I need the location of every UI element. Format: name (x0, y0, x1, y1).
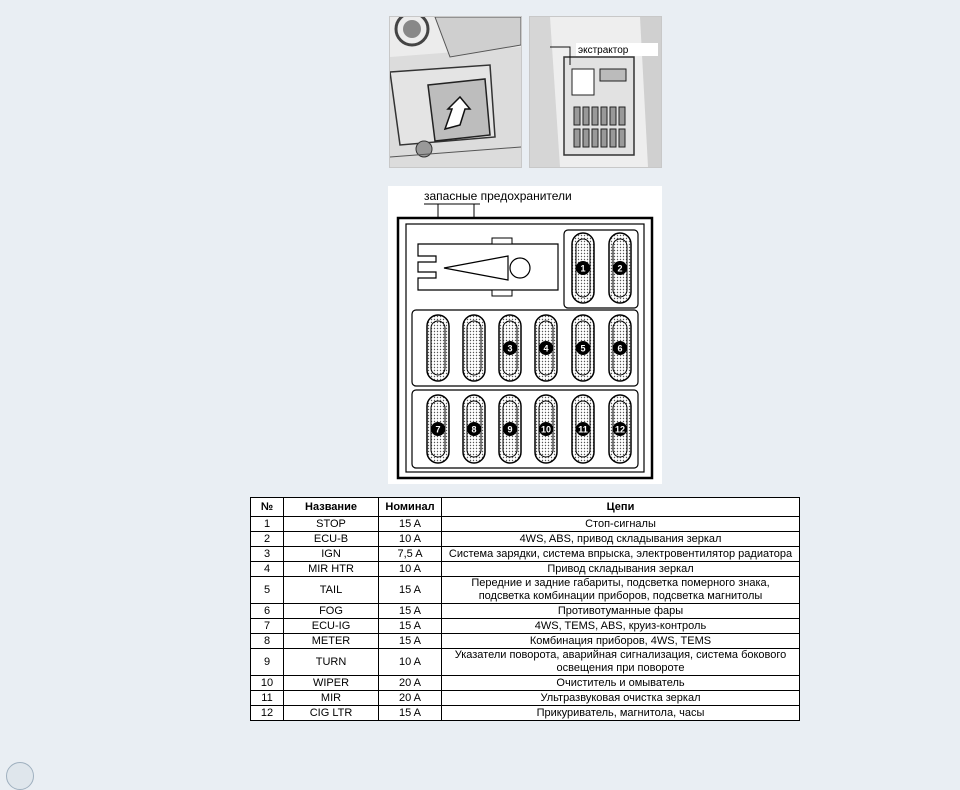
table-row (251, 604, 800, 619)
header-circuits: Цепи (442, 498, 800, 517)
fuse-table (250, 497, 800, 721)
cell-circuit: 4WS, TEMS, ABS, круиз-контроль (442, 619, 800, 634)
cell-circuit: Система зарядки, система впрыска, электровентилятор радиатора (442, 547, 800, 562)
cell-rating: 20 A (379, 691, 442, 706)
cell-number: 11 (251, 691, 284, 706)
cell-name: TAIL (284, 577, 379, 604)
cell-circuit: Противотуманные фары (442, 604, 800, 619)
spare-fuse-slot (463, 315, 485, 381)
cell-rating: 15 A (379, 706, 442, 721)
cell-name: STOP (284, 517, 379, 532)
cell-rating: 20 A (379, 676, 442, 691)
cell-rating: 15 A (379, 604, 442, 619)
table-row (251, 634, 800, 649)
cell-number: 4 (251, 562, 284, 577)
cell-rating: 10 A (379, 562, 442, 577)
cell-number: 9 (251, 649, 284, 676)
corner-avatar-icon (6, 762, 34, 790)
cell-rating: 15 A (379, 634, 442, 649)
fuse-number-label: 5 (580, 343, 586, 354)
header-name: Название (284, 498, 379, 517)
fuse-number-label: 8 (471, 424, 477, 435)
cell-number: 8 (251, 634, 284, 649)
fuse-number-label: 7 (435, 424, 441, 435)
table-row (251, 517, 800, 532)
cell-number: 1 (251, 517, 284, 532)
fuse-box-photo (529, 16, 662, 168)
fuse-number-label: 1 (580, 263, 586, 274)
table-row (251, 649, 800, 676)
cell-number: 3 (251, 547, 284, 562)
cell-number: 7 (251, 619, 284, 634)
fuse-layout-svg (388, 186, 662, 484)
cell-rating: 10 A (379, 532, 442, 547)
header-number: № (251, 498, 284, 517)
cell-name: CIG LTR (284, 706, 379, 721)
spare-fuses-label: запасные предохранители (424, 189, 572, 203)
cell-name: TURN (284, 649, 379, 676)
extractor-label: экстрактор (578, 45, 629, 56)
cell-rating: 15 A (379, 517, 442, 532)
cell-rating: 15 A (379, 577, 442, 604)
cell-number: 5 (251, 577, 284, 604)
table-row (251, 676, 800, 691)
table-header-row (251, 498, 800, 517)
table-row (251, 547, 800, 562)
cell-number: 12 (251, 706, 284, 721)
fuse-number-label: 3 (507, 343, 513, 354)
fuse-number-label: 12 (614, 424, 626, 435)
cell-circuit: Комбинация приборов, 4WS, TEMS (442, 634, 800, 649)
fuse-number-label: 6 (617, 343, 623, 354)
fuse-box-diagram (388, 186, 662, 484)
fuse-number-label: 4 (543, 343, 549, 354)
cell-name: ECU-IG (284, 619, 379, 634)
cell-name: ECU-B (284, 532, 379, 547)
fuse-number-label: 10 (540, 424, 552, 435)
cell-name: MIR (284, 691, 379, 706)
cell-circuit: Прикуриватель, магнитола, часы (442, 706, 800, 721)
cell-number: 10 (251, 676, 284, 691)
cell-name: WIPER (284, 676, 379, 691)
table-row (251, 619, 800, 634)
cell-circuit: Привод складывания зеркал (442, 562, 800, 577)
cell-rating: 10 A (379, 649, 442, 676)
table-row (251, 532, 800, 547)
cell-name: FOG (284, 604, 379, 619)
cell-name: METER (284, 634, 379, 649)
fuse-cover-illustration (390, 17, 521, 167)
header-rating: Номинал (379, 498, 442, 517)
table-row (251, 691, 800, 706)
table-row (251, 562, 800, 577)
cell-circuit: Указатели поворота, аварийная сигнализация, система бокового освещения при повороте (442, 649, 800, 676)
fuse-number-label: 2 (617, 263, 623, 274)
cell-circuit: Стоп-сигналы (442, 517, 800, 532)
table-row (251, 706, 800, 721)
cell-name: MIR HTR (284, 562, 379, 577)
fuse-cover-photo (389, 16, 522, 168)
fuse-number-label: 11 (578, 424, 588, 435)
cell-number: 2 (251, 532, 284, 547)
cell-circuit: Передние и задние габариты, подсветка померного знака, подсветка комбинации приборов, подсветка магнитолы (442, 577, 800, 604)
cell-name: IGN (284, 547, 379, 562)
spare-fuse-slot (427, 315, 449, 381)
cell-rating: 7,5 A (379, 547, 442, 562)
cell-circuit: 4WS, ABS, привод складывания зеркал (442, 532, 800, 547)
table-row (251, 577, 800, 604)
cell-circuit: Очиститель и омыватель (442, 676, 800, 691)
cell-number: 6 (251, 604, 284, 619)
fuse-number-label: 9 (507, 424, 513, 435)
cell-rating: 15 A (379, 619, 442, 634)
cell-circuit: Ультразвуковая очистка зеркал (442, 691, 800, 706)
fuse-box-illustration (530, 17, 661, 167)
